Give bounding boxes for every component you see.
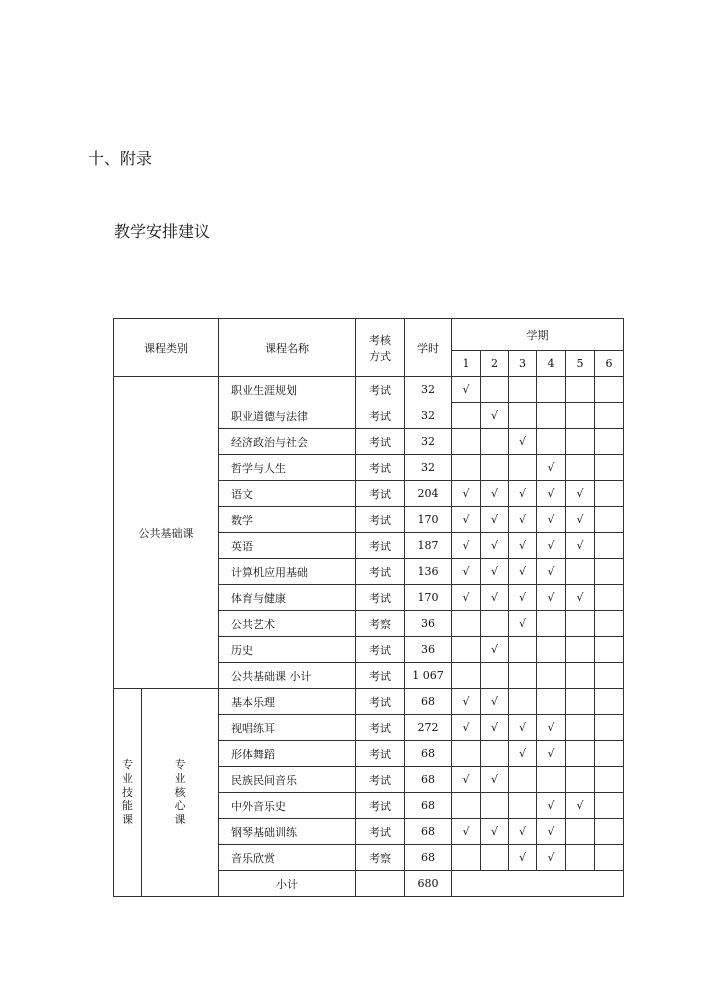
assessment-method: 考试 [356,819,405,845]
term-5-check [566,403,595,429]
term-3-check [509,767,537,793]
header-term-3: 3 [509,351,537,377]
term-6-check [595,507,624,533]
assessment-method: 考试 [356,455,405,481]
term-3-check: √ [509,533,537,559]
term-1-check: √ [452,481,481,507]
subcategory-char: 课 [174,813,186,827]
assessment-method: 考察 [356,845,405,871]
term-3-check: √ [509,507,537,533]
assessment-method: 考试 [356,481,405,507]
course-name: 公共艺术 [219,611,356,637]
term-2-check [481,455,509,481]
course-name: 形体舞蹈 [219,741,356,767]
subcategory-char: 专 [174,758,186,772]
course-hours: 68 [405,819,452,845]
term-3-check: √ [509,819,537,845]
term-6-check [595,637,624,663]
term-5-check [566,741,595,767]
category-public-basic: 公共基础课 [114,377,219,689]
assessment-method: 考试 [356,689,405,715]
term-4-check: √ [537,533,566,559]
term-3-check [509,689,537,715]
subcategory-char: 核 [174,785,186,799]
term-2-check [481,663,509,689]
course-name: 基本乐理 [219,689,356,715]
table-row [114,377,624,403]
course-hours: 36 [405,637,452,663]
course-hours: 170 [405,507,452,533]
term-6-check [595,403,624,429]
header-assessment-method [356,319,405,377]
term-5-check: √ [566,793,595,819]
term-4-check [537,377,566,403]
course-hours: 32 [405,377,452,403]
term-2-check [481,429,509,455]
course-hours: 32 [405,403,452,429]
term-2-check: √ [481,715,509,741]
header-term-2: 2 [481,351,509,377]
course-name: 语文 [219,481,356,507]
assessment-method: 考试 [356,767,405,793]
term-6-check [595,585,624,611]
course-name: 公共基础课 小计 [219,663,356,689]
term-2-check: √ [481,767,509,793]
term-1-check: √ [452,819,481,845]
term-3-check [509,663,537,689]
subcategory-professional-core [142,689,219,897]
term-3-check: √ [509,845,537,871]
course-hours: 68 [405,741,452,767]
term-1-check [452,455,481,481]
course-hours: 272 [405,715,452,741]
term-3-check [509,403,537,429]
term-1-check: √ [452,377,481,403]
course-hours: 187 [405,533,452,559]
term-1-check [452,637,481,663]
subtotal-hours: 680 [405,871,452,897]
term-1-check [452,403,481,429]
header-hours: 学时 [405,319,452,377]
term-6-check [595,689,624,715]
term-1-check: √ [452,585,481,611]
course-hours: 32 [405,429,452,455]
term-4-check: √ [537,585,566,611]
course-hours: 1 067 [405,663,452,689]
term-3-check [509,455,537,481]
term-1-check: √ [452,533,481,559]
assessment-method: 考试 [356,533,405,559]
term-6-check [595,741,624,767]
course-hours: 68 [405,689,452,715]
category-char: 业 [122,771,133,785]
course-hours: 32 [405,455,452,481]
term-6-check [595,455,624,481]
term-6-check [595,845,624,871]
course-name: 英语 [219,533,356,559]
course-name: 职业道德与法律 [219,403,356,429]
term-1-check: √ [452,767,481,793]
subcategory-char: 业 [174,771,186,785]
subtotal-label: 小计 [219,871,356,897]
header-row-1 [114,319,624,351]
subtotal-method [356,871,405,897]
term-5-check [566,819,595,845]
term-2-check: √ [481,559,509,585]
term-5-check: √ [566,481,595,507]
term-4-check [537,429,566,455]
term-4-check: √ [537,507,566,533]
term-2-check: √ [481,533,509,559]
header-term-6: 6 [595,351,624,377]
assessment-method: 考试 [356,793,405,819]
term-3-check: √ [509,585,537,611]
term-1-check [452,741,481,767]
term-2-check: √ [481,819,509,845]
teaching-arrangement-heading: 教学安排建议 [114,222,211,241]
header-course-category: 课程类别 [114,319,219,377]
term-6-check [595,663,624,689]
term-5-check [566,377,595,403]
term-4-check: √ [537,559,566,585]
course-hours: 68 [405,845,452,871]
assessment-method: 考试 [356,715,405,741]
category-char: 课 [122,813,133,827]
term-6-check [595,377,624,403]
assessment-method: 考试 [356,559,405,585]
term-2-check [481,611,509,637]
term-4-check: √ [537,481,566,507]
header-course-name: 课程名称 [219,319,356,377]
term-6-check [595,793,624,819]
course-name: 历史 [219,637,356,663]
course-name: 数学 [219,507,356,533]
assessment-method: 考察 [356,611,405,637]
assessment-method: 考试 [356,403,405,429]
subtotal-terms-empty [452,871,624,897]
assessment-method: 考试 [356,637,405,663]
category-professional-skills [114,689,142,897]
term-6-check [595,819,624,845]
term-4-check: √ [537,715,566,741]
term-5-check: √ [566,507,595,533]
assessment-method: 考试 [356,663,405,689]
term-2-check [481,845,509,871]
term-1-check: √ [452,507,481,533]
course-name: 钢琴基础训练 [219,819,356,845]
term-4-check [537,689,566,715]
term-4-check: √ [537,455,566,481]
course-name: 经济政治与社会 [219,429,356,455]
term-4-check [537,663,566,689]
term-2-check: √ [481,481,509,507]
term-5-check [566,845,595,871]
assessment-method: 考试 [356,585,405,611]
term-5-check: √ [566,533,595,559]
term-6-check [595,533,624,559]
term-6-check [595,767,624,793]
term-2-check [481,377,509,403]
course-name: 哲学与人生 [219,455,356,481]
term-4-check [537,767,566,793]
term-3-check [509,377,537,403]
term-4-check [537,403,566,429]
course-name: 音乐欣赏 [219,845,356,871]
term-4-check: √ [537,741,566,767]
course-hours: 136 [405,559,452,585]
term-6-check [595,481,624,507]
term-6-check [595,715,624,741]
term-2-check: √ [481,689,509,715]
term-3-check [509,793,537,819]
term-2-check: √ [481,637,509,663]
course-name: 中外音乐史 [219,793,356,819]
term-5-check [566,611,595,637]
term-5-check [566,715,595,741]
term-4-check [537,637,566,663]
term-3-check [509,637,537,663]
course-hours: 204 [405,481,452,507]
term-3-check: √ [509,715,537,741]
term-5-check [566,455,595,481]
header-assessment-line1: 考核 [369,333,391,347]
term-2-check: √ [481,507,509,533]
term-5-check [566,767,595,793]
header-term-1: 1 [452,351,481,377]
assessment-method: 考试 [356,741,405,767]
course-name: 民族民间音乐 [219,767,356,793]
term-3-check: √ [509,559,537,585]
category-char: 技 [122,785,133,799]
assessment-method: 考试 [356,377,405,403]
assessment-method: 考试 [356,507,405,533]
term-4-check [537,611,566,637]
term-5-check [566,663,595,689]
term-2-check [481,741,509,767]
header-term-4: 4 [537,351,566,377]
header-semester: 学期 [452,319,624,351]
term-5-check: √ [566,585,595,611]
category-char: 专 [122,758,133,772]
term-1-check [452,429,481,455]
term-4-check: √ [537,845,566,871]
course-hours: 36 [405,611,452,637]
category-char: 能 [122,799,133,813]
header-term-5: 5 [566,351,595,377]
term-5-check [566,429,595,455]
appendix-heading: 十、附录 [88,149,153,168]
term-2-check: √ [481,585,509,611]
course-name: 视唱练耳 [219,715,356,741]
term-2-check: √ [481,403,509,429]
term-1-check [452,611,481,637]
term-3-check: √ [509,429,537,455]
course-hours: 170 [405,585,452,611]
term-5-check [566,637,595,663]
course-hours: 68 [405,767,452,793]
term-6-check [595,559,624,585]
subcategory-char: 心 [174,799,186,813]
term-5-check [566,559,595,585]
term-1-check: √ [452,715,481,741]
course-hours: 68 [405,793,452,819]
course-name: 计算机应用基础 [219,559,356,585]
term-2-check [481,793,509,819]
teaching-plan-table [113,318,624,897]
term-4-check: √ [537,793,566,819]
term-6-check [595,611,624,637]
term-1-check [452,793,481,819]
course-name: 体育与健康 [219,585,356,611]
term-3-check: √ [509,481,537,507]
term-4-check: √ [537,819,566,845]
assessment-method: 考试 [356,429,405,455]
term-3-check: √ [509,741,537,767]
header-assessment-line2: 方式 [369,349,391,363]
course-name: 职业生涯规划 [219,377,356,403]
term-6-check [595,429,624,455]
term-1-check [452,663,481,689]
term-5-check [566,689,595,715]
term-1-check [452,845,481,871]
term-1-check: √ [452,689,481,715]
table-row [114,689,624,715]
term-1-check: √ [452,559,481,585]
term-3-check: √ [509,611,537,637]
